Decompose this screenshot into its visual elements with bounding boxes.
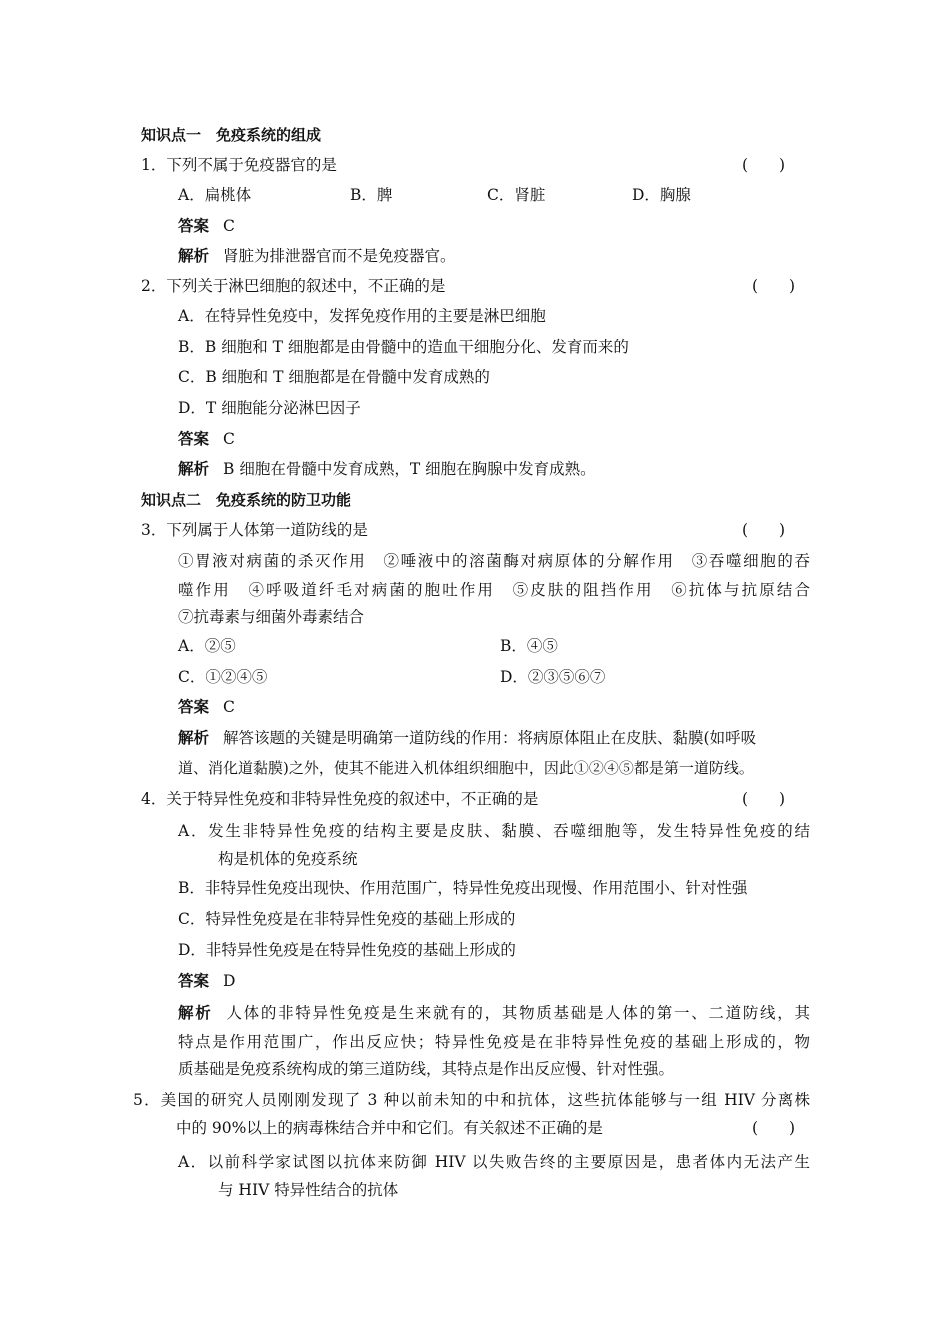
- analysis-label: 解析: [178, 460, 210, 478]
- q4-option-a-line-1: A．发生非特异性免疫的结构主要是皮肤、黏膜、吞噬细胞等，发生特异性免疫的结: [178, 822, 810, 840]
- question-4-stem: 4．关于特异性免疫和非特异性免疫的叙述中，不正确的是: [141, 790, 539, 808]
- q3-items-line-2: 噬作用 ④呼吸道纤毛对病菌的胞吐作用 ⑤皮肤的阻挡作用 ⑥抗体与抗原结合: [178, 581, 810, 599]
- q3-option-a: A．②⑤: [178, 637, 236, 655]
- section-heading-2: 知识点二 免疫系统的防卫功能: [141, 491, 352, 509]
- question-3-stem: 3．下列属于人体第一道防线的是: [141, 521, 368, 539]
- q3-option-b: B．④⑤: [500, 637, 558, 655]
- answer-bracket-2: ( ): [752, 277, 796, 295]
- q4-analysis-text-1: 人体的非特异性免疫是生来就有的，其物质基础是人体的第一、二道防线，其: [226, 1004, 810, 1022]
- q2-analysis-text: B 细胞在骨髓中发育成熟，T 细胞在胸腺中发育成熟。: [223, 460, 596, 478]
- q2-option-a: A．在特异性免疫中，发挥免疫作用的主要是淋巴细胞: [178, 307, 546, 325]
- q1-option-d: D．胸腺: [632, 186, 691, 204]
- answer-label: 答案: [178, 698, 210, 716]
- q2-answer-value: C: [223, 430, 235, 448]
- answer-bracket-1: ( ): [742, 156, 786, 174]
- q4-analysis-line-2: 特点是作用范围广，作出反应快；特异性免疫是在非特异性免疫的基础上形成的，物: [178, 1033, 810, 1051]
- analysis-label: 解析: [178, 1004, 213, 1022]
- q3-option-c: C．①②④⑤: [178, 668, 268, 686]
- question-5-stem-line-2: 中的 90%以上的病毒株结合并中和它们。有关叙述不正确的是: [176, 1119, 603, 1137]
- q3-answer: [178, 697, 235, 717]
- q1-option-a: A．扁桃体: [178, 186, 252, 204]
- q4-option-b: B．非特异性免疫出现快、作用范围广，特异性免疫出现慢、作用范围小、针对性强: [178, 879, 748, 897]
- q3-items-line-3: ⑦抗毒素与细菌外毒素结合: [178, 608, 365, 626]
- q2-option-c: C．B 细胞和 T 细胞都是在骨髓中发育成熟的: [178, 368, 490, 386]
- question-2-stem: 2．下列关于淋巴细胞的叙述中，不正确的是: [141, 277, 446, 295]
- q2-option-b: B．B 细胞和 T 细胞都是由骨髓中的造血干细胞分化、发育而来的: [178, 338, 629, 356]
- answer-label: 答案: [178, 430, 210, 448]
- q4-analysis-line-1: [178, 1001, 810, 1023]
- q2-analysis: [178, 459, 596, 479]
- section-heading-1: 知识点一 免疫系统的组成: [141, 126, 322, 144]
- question-5-stem-line-1: 5．美国的研究人员刚刚发现了 3 种以前未知的中和抗体，这些抗体能够与一组 HIV 分离株: [133, 1091, 810, 1109]
- q2-option-d: D．T 细胞能分泌淋巴因子: [178, 399, 361, 417]
- q1-analysis-text: 肾脏为排泄器官而不是免疫器官。: [223, 247, 456, 265]
- q3-items-line-1: ①胃液对病菌的杀灭作用 ②唾液中的溶菌酶对病原体的分解作用 ③吞噬细胞的吞: [178, 552, 810, 570]
- q1-answer-value: C: [223, 217, 235, 235]
- q5-option-a-line-2: 与 HIV 特异性结合的抗体: [218, 1181, 399, 1199]
- q3-option-d: D．②③⑤⑥⑦: [500, 668, 606, 686]
- answer-bracket-5: ( ): [752, 1119, 796, 1137]
- q4-answer: [178, 971, 235, 991]
- q4-option-c: C．特异性免疫是在非特异性免疫的基础上形成的: [178, 910, 516, 928]
- q2-answer: [178, 429, 235, 449]
- answer-bracket-3: ( ): [742, 521, 786, 539]
- q3-analysis-line-2: 道、消化道黏膜)之外，使其不能进入机体组织细胞中，因此①②④⑤都是第一道防线。: [178, 759, 754, 777]
- analysis-label: 解析: [178, 247, 210, 265]
- q4-option-d: D．非特异性免疫是在特异性免疫的基础上形成的: [178, 941, 516, 959]
- q3-analysis-text-1: 解答该题的关键是明确第一道防线的作用：将病原体阻止在皮肤、黏膜(如呼吸: [223, 729, 757, 747]
- q4-option-a-line-2: 构是机体的免疫系统: [218, 850, 358, 868]
- q1-answer: [178, 216, 235, 236]
- q5-option-a-line-1: A．以前科学家试图以抗体来防御 HIV 以失败告终的主要原因是，患者体内无法产生: [178, 1153, 810, 1171]
- q1-option-b: B．脾: [350, 186, 393, 204]
- q1-analysis: [178, 246, 456, 266]
- q4-analysis-line-3: 质基础是免疫系统构成的第三道防线，其特点是作出反应慢、针对性强。: [178, 1060, 675, 1078]
- q3-answer-value: C: [223, 698, 235, 716]
- answer-label: 答案: [178, 972, 210, 990]
- q4-answer-value: D: [223, 972, 236, 990]
- answer-bracket-4: ( ): [742, 790, 786, 808]
- analysis-label: 解析: [178, 729, 210, 747]
- question-1-stem: 1．下列不属于免疫器官的是: [141, 156, 337, 174]
- q1-option-c: C．肾脏: [487, 186, 546, 204]
- q3-analysis-line-1: [178, 728, 756, 748]
- answer-label: 答案: [178, 217, 210, 235]
